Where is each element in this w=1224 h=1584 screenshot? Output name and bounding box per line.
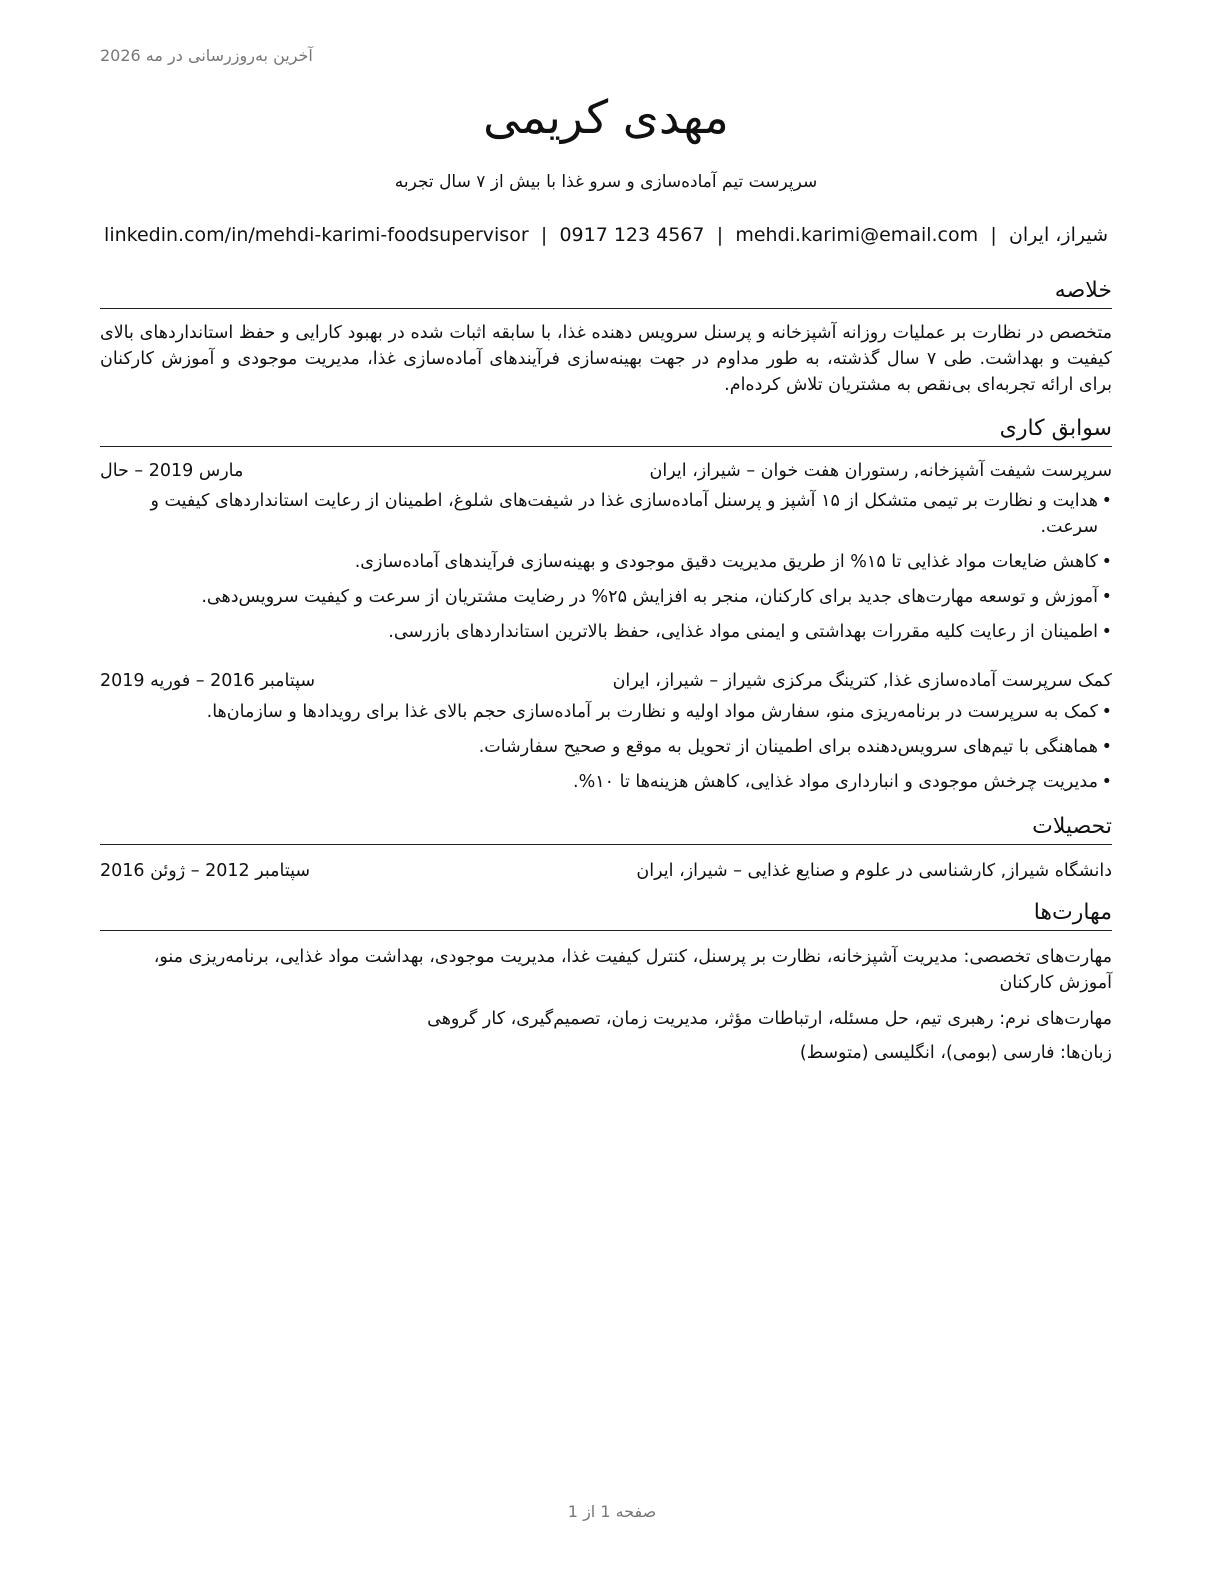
job-header xyxy=(100,458,1112,484)
education-entry xyxy=(100,858,1112,884)
skills-languages: زبان‌ها: فارسی (بومی)، انگلیسی (متوسط) xyxy=(799,1043,1112,1063)
job-role: سرپرست شیفت آشپزخانه, رستوران هفت خوان – شیراز، ایران xyxy=(649,461,1112,481)
job-dates: سپتامبر 2016 – فوریه 2019 xyxy=(100,671,316,691)
skills-technical: مهارت‌های تخصصی: مدیریت آشپزخانه، نظارت بر پرسنل، کنترل کیفیت غذا، مدیریت موجودی، بهداشت مواد غذایی، برنامه‌ریزی منو، آموزش کارکنان xyxy=(153,947,1112,993)
contact-linkedin[interactable]: linkedin.com/in/mehdi-karimi-foodsupervisor xyxy=(104,224,529,246)
contact-separator: | xyxy=(540,224,548,246)
headline: سرپرست تیم آماده‌سازی و سرو غذا با بیش از ۷ سال تجربه xyxy=(394,172,818,192)
skills-heading: مهارت‌ها xyxy=(100,898,1112,931)
bullet-item: • هماهنگی با تیم‌های سرویس‌دهنده برای اطمینان از تحویل به موقع و صحیح سفارشات. xyxy=(100,734,1112,760)
education-school: دانشگاه شیراز, کارشناسی در علوم و صنایع غذایی – شیراز، ایران xyxy=(636,861,1112,881)
last-updated: آخرین به‌روزرسانی در مه 2026 xyxy=(100,46,313,65)
bullet-item: • کاهش ضایعات مواد غذایی تا ۱۵% از طریق مدیریت دقیق موجودی و بهینه‌سازی فرآیندهای آماده‌سازی. xyxy=(100,549,1112,575)
education-dates: سپتامبر 2012 – ژوئن 2016 xyxy=(100,861,311,881)
bullet-item: • آموزش و توسعه مهارت‌های جدید برای کارکنان، منجر به افزایش ۲۵% در رضایت مشتریان از سرعت و کیفیت سرویس‌دهی. xyxy=(100,584,1112,610)
page-number: صفحه 1 از 1 xyxy=(567,1502,657,1521)
job-role: کمک سرپرست آماده‌سازی غذا, کترینگ مرکزی شیراز – شیراز، ایران xyxy=(612,671,1112,691)
bullet-item: • هدایت و نظارت بر تیمی متشکل از ۱۵ آشپز و پرسنل آماده‌سازی غذا در شیفت‌های شلوغ، اطمینان از رعایت استانداردهای کیفیت و سرعت. xyxy=(100,488,1112,540)
summary-heading: خلاصه xyxy=(100,276,1112,309)
bullet-item: • کمک به سرپرست در برنامه‌ریزی منو، سفارش مواد اولیه و نظارت بر آماده‌سازی حجم بالای غذا برای رویدادها و سازمان‌ها. xyxy=(100,699,1112,725)
contact-phone: 0917 123 4567 xyxy=(559,224,705,246)
contact-separator: | xyxy=(990,224,997,246)
job-bullets xyxy=(100,699,1112,804)
job-bullets xyxy=(100,488,1112,654)
contact-bar xyxy=(100,224,1112,246)
bullet-item: • مدیریت چرخش موجودی و انبارداری مواد غذایی، کاهش هزینه‌ها تا ۱۰%. xyxy=(100,769,1112,795)
contact-separator: | xyxy=(716,224,724,246)
summary-text: متخصص در نظارت بر عملیات روزانه آشپزخانه و پرسنل سرویس دهنده غذا، با سابقه اثبات شده در بهبود کارایی و حفظ استانداردهای بالای کیفیت و بهداشت. طی ۷ سال گذشته، به طور مداوم در جهت بهینه‌سازی فرآیندهای آماده‌سازی غذا، مدیریت موجودی و آموزش کارکنان برای ارائه تجربه‌ای بی‌نقص به مشتریان تلاش کرده‌ام. xyxy=(100,323,1112,395)
candidate-name: مهدی کریمی xyxy=(483,90,729,144)
education-heading: تحصیلات xyxy=(100,812,1112,845)
skills-soft: مهارت‌های نرم: رهبری تیم، حل مسئله، ارتباطات مؤثر، مدیریت زمان، تصمیم‌گیری، کار گروهی xyxy=(427,1009,1112,1029)
job-dates: مارس 2019 – حال xyxy=(100,461,244,481)
contact-email[interactable]: mehdi.karimi@email.com xyxy=(735,224,979,246)
contact-location: شیراز، ایران xyxy=(1008,224,1108,246)
experience-heading: سوابق کاری xyxy=(100,414,1112,447)
job-header xyxy=(100,668,1112,694)
bullet-item: • اطمینان از رعایت کلیه مقررات بهداشتی و ایمنی مواد غذایی، حفظ بالاترین استانداردهای بازرسی. xyxy=(100,619,1112,645)
